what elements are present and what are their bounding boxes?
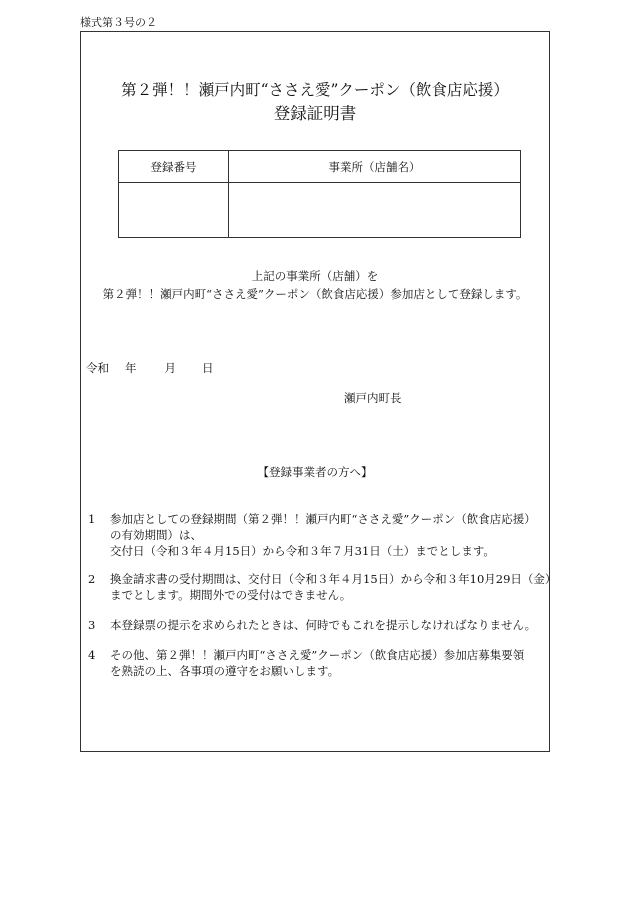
notice-item-line: 換金請求書の受付期間は、交付日（令和３年４月15日）から令和３年10月29日（金） <box>110 572 557 586</box>
notice-item-number: 1 <box>88 512 96 526</box>
date-year-unit: 年 <box>125 361 137 375</box>
notice-item-line: までとします。期間外での受付はできません。 <box>110 588 352 602</box>
notice-item <box>88 571 557 603</box>
document-title: 第２弾！！瀬戸内町“ささえ愛”クーポン（飲食店応援） <box>121 81 509 99</box>
date-day-unit: 日 <box>202 361 214 375</box>
notice-item-line: の有効期間）は、 <box>110 528 202 542</box>
notice-item-line: を熟読の上、各事項の遵守をお願いします。 <box>110 664 340 678</box>
notice-item-number: 3 <box>88 618 96 632</box>
notice-item-line: 参加店としての登録期間（第２弾！！瀬戸内町“ささえ愛”クーポン（飲食店応援） <box>110 512 536 526</box>
header-business-name: 事業所（店舗名） <box>229 151 521 183</box>
statement-line-2: 第２弾！！瀬戸内町“ささえ愛”クーポン（飲食店応援）参加店として登録します。 <box>102 287 528 301</box>
issue-date <box>86 360 214 376</box>
notice-item-number: 2 <box>88 572 96 586</box>
notice-item-number: 4 <box>88 648 96 662</box>
header-registration-number: 登録番号 <box>119 151 229 183</box>
notice-item-line: 交付日（令和３年４月15日）から令和３年７月31日（土）までとします。 <box>110 544 495 558</box>
document-frame <box>80 31 557 752</box>
business-name-field[interactable] <box>229 183 521 238</box>
notice-item <box>88 617 548 633</box>
issuer-name: 瀬戸内町長 <box>344 391 402 405</box>
date-month-unit: 月 <box>164 361 176 375</box>
notice-title: 【登録事業者の方へ】 <box>257 465 373 479</box>
registration-table <box>118 150 521 238</box>
notice-item <box>88 511 548 559</box>
notice-item <box>88 647 548 679</box>
table-row <box>119 183 521 238</box>
form-number: 様式第３号の２ <box>80 16 157 29</box>
notice-item-line: 本登録票の提示を求められたときは、何時でもこれを提示しなければなりません。 <box>110 618 537 632</box>
registration-number-field[interactable] <box>119 183 229 238</box>
statement-line-1: 上記の事業所（店舗）を <box>251 269 379 283</box>
notice-item-line: その他、第２弾！！瀬戸内町“ささえ愛”クーポン（飲食店応援）参加店募集要領 <box>110 648 525 662</box>
date-era: 令和 <box>86 361 109 375</box>
document-subtitle: 登録証明書 <box>273 104 357 123</box>
table-header-row <box>119 151 521 183</box>
